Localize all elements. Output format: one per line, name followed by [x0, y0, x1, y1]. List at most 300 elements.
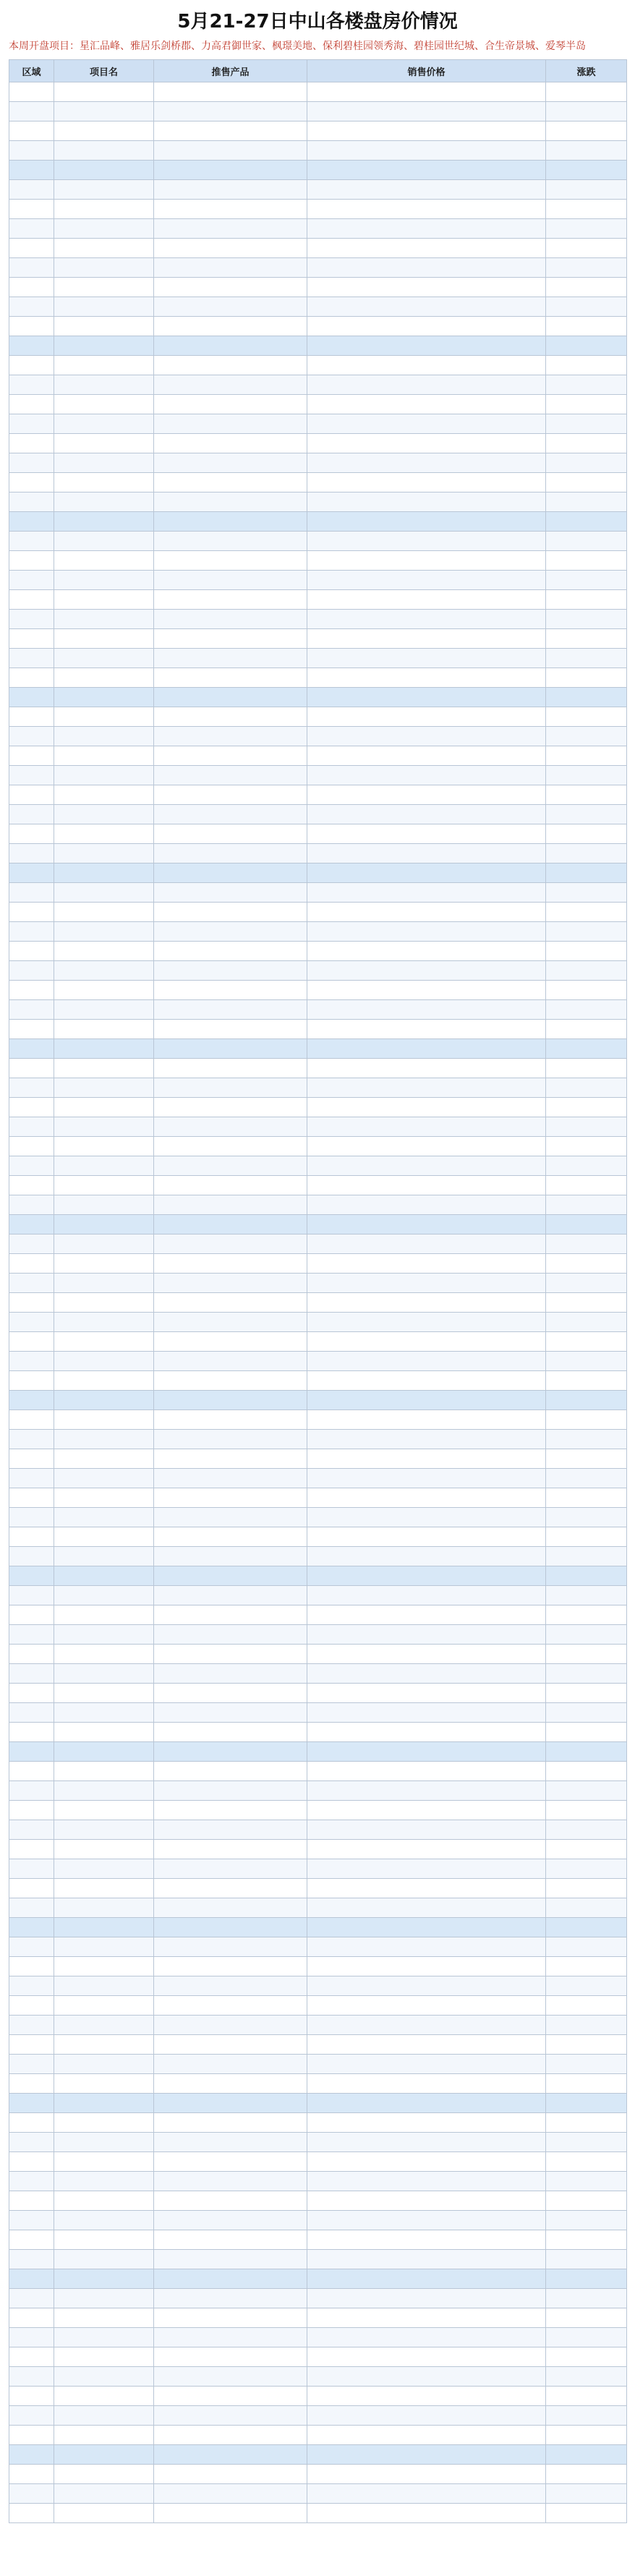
cell-change — [546, 2094, 627, 2113]
cell-price — [307, 395, 546, 414]
cell-project — [54, 1742, 154, 1762]
cell-change — [546, 844, 627, 863]
cell-change — [546, 981, 627, 1000]
cell-region — [9, 492, 54, 512]
cell-product — [154, 395, 307, 414]
cell-project — [54, 1879, 154, 1898]
cell-price — [307, 336, 546, 356]
cell-price — [307, 1566, 546, 1586]
cell-price — [307, 1078, 546, 1098]
cell-change — [546, 610, 627, 629]
cell-region — [9, 2230, 54, 2250]
cell-region — [9, 1645, 54, 1664]
cell-region — [9, 317, 54, 336]
cell-region — [9, 258, 54, 278]
cell-change — [546, 1039, 627, 1059]
cell-project — [54, 571, 154, 590]
cell-price — [307, 551, 546, 571]
cell-change — [546, 1000, 627, 1020]
cell-change — [546, 492, 627, 512]
cell-price — [307, 1332, 546, 1352]
cell-change — [546, 453, 627, 473]
header-region: 区域 — [9, 60, 54, 82]
cell-change — [546, 1313, 627, 1332]
cell-region — [9, 434, 54, 453]
cell-product — [154, 1918, 307, 1937]
cell-product — [154, 2016, 307, 2035]
table-row — [9, 2113, 627, 2133]
cell-project — [54, 1156, 154, 1176]
cell-region — [9, 1410, 54, 1430]
cell-region — [9, 1996, 54, 2016]
cell-price — [307, 141, 546, 161]
cell-product — [154, 1625, 307, 1645]
cell-change — [546, 2387, 627, 2406]
cell-product — [154, 1137, 307, 1156]
cell-project — [54, 903, 154, 922]
cell-price — [307, 278, 546, 297]
cell-project — [54, 2465, 154, 2484]
cell-price — [307, 356, 546, 375]
cell-product — [154, 2484, 307, 2504]
cell-project — [54, 2504, 154, 2523]
cell-change — [546, 1254, 627, 1274]
cell-region — [9, 1527, 54, 1547]
cell-price — [307, 2426, 546, 2445]
cell-region — [9, 532, 54, 551]
table-row — [9, 1449, 627, 1469]
table-row — [9, 1801, 627, 1820]
cell-product — [154, 590, 307, 610]
cell-price — [307, 102, 546, 121]
cell-project — [54, 1723, 154, 1742]
cell-change — [546, 1352, 627, 1371]
cell-project — [54, 1586, 154, 1605]
table-row — [9, 1215, 627, 1234]
cell-change — [546, 2328, 627, 2347]
table-row — [9, 2445, 627, 2465]
table-row — [9, 1703, 627, 1723]
cell-change — [546, 278, 627, 297]
cell-region — [9, 766, 54, 785]
cell-price — [307, 2308, 546, 2328]
cell-price — [307, 1176, 546, 1195]
cell-project — [54, 942, 154, 961]
cell-region — [9, 1137, 54, 1156]
cell-price — [307, 82, 546, 102]
cell-product — [154, 2426, 307, 2445]
cell-project — [54, 2387, 154, 2406]
cell-change — [546, 824, 627, 844]
table-row — [9, 2328, 627, 2347]
cell-product — [154, 922, 307, 942]
cell-project — [54, 961, 154, 981]
cell-project — [54, 1664, 154, 1684]
cell-product — [154, 492, 307, 512]
cell-region — [9, 278, 54, 297]
cell-region — [9, 2465, 54, 2484]
cell-project — [54, 258, 154, 278]
cell-region — [9, 746, 54, 766]
cell-project — [54, 1430, 154, 1449]
cell-price — [307, 1039, 546, 1059]
cell-project — [54, 1195, 154, 1215]
cell-region — [9, 1586, 54, 1605]
table-row — [9, 1410, 627, 1430]
cell-price — [307, 1488, 546, 1508]
cell-project — [54, 2172, 154, 2191]
table-row — [9, 981, 627, 1000]
cell-region — [9, 2308, 54, 2328]
cell-change — [546, 1176, 627, 1195]
table-row — [9, 532, 627, 551]
cell-price — [307, 1059, 546, 1078]
cell-project — [54, 239, 154, 258]
cell-project — [54, 102, 154, 121]
cell-project — [54, 1820, 154, 1840]
cell-region — [9, 2445, 54, 2465]
cell-region — [9, 1430, 54, 1449]
cell-project — [54, 219, 154, 239]
cell-price — [307, 1215, 546, 1234]
cell-price — [307, 1840, 546, 1859]
table-row — [9, 1937, 627, 1957]
table-row — [9, 2035, 627, 2055]
cell-price — [307, 824, 546, 844]
cell-price — [307, 1996, 546, 2016]
cell-region — [9, 863, 54, 883]
cell-price — [307, 492, 546, 512]
cell-region — [9, 512, 54, 532]
table-row — [9, 1918, 627, 1937]
cell-change — [546, 1059, 627, 1078]
table-row — [9, 414, 627, 434]
cell-project — [54, 2484, 154, 2504]
cell-region — [9, 1684, 54, 1703]
table-row — [9, 1625, 627, 1645]
table-row — [9, 2250, 627, 2269]
table-row — [9, 1176, 627, 1195]
cell-change — [546, 1762, 627, 1781]
cell-project — [54, 766, 154, 785]
table-row — [9, 219, 627, 239]
cell-price — [307, 2484, 546, 2504]
cell-price — [307, 766, 546, 785]
cell-price — [307, 688, 546, 707]
opening-projects-note — [9, 39, 626, 54]
cell-region — [9, 2289, 54, 2308]
cell-product — [154, 2269, 307, 2289]
cell-product — [154, 1430, 307, 1449]
cell-change — [546, 375, 627, 395]
cell-product — [154, 512, 307, 532]
cell-price — [307, 1137, 546, 1156]
cell-product — [154, 805, 307, 824]
cell-change — [546, 922, 627, 942]
cell-price — [307, 1469, 546, 1488]
cell-product — [154, 1313, 307, 1332]
cell-price — [307, 903, 546, 922]
cell-price — [307, 2367, 546, 2387]
cell-change — [546, 1078, 627, 1098]
cell-change — [546, 141, 627, 161]
cell-change — [546, 2230, 627, 2250]
cell-change — [546, 2172, 627, 2191]
cell-change — [546, 1957, 627, 1976]
table-row — [9, 1254, 627, 1274]
cell-project — [54, 1918, 154, 1937]
cell-project — [54, 2250, 154, 2269]
cell-change — [546, 785, 627, 805]
cell-region — [9, 668, 54, 688]
cell-product — [154, 2465, 307, 2484]
cell-change — [546, 1469, 627, 1488]
cell-project — [54, 512, 154, 532]
cell-change — [546, 1996, 627, 2016]
cell-project — [54, 824, 154, 844]
cell-price — [307, 1195, 546, 1215]
cell-product — [154, 746, 307, 766]
cell-product — [154, 1762, 307, 1781]
cell-project — [54, 414, 154, 434]
cell-project — [54, 1762, 154, 1781]
cell-price — [307, 1586, 546, 1605]
cell-project — [54, 863, 154, 883]
cell-region — [9, 121, 54, 141]
table-row — [9, 590, 627, 610]
cell-price — [307, 727, 546, 746]
cell-change — [546, 1645, 627, 1664]
cell-product — [154, 2250, 307, 2269]
cell-region — [9, 1020, 54, 1039]
table-row — [9, 2152, 627, 2172]
cell-region — [9, 1234, 54, 1254]
cell-change — [546, 2133, 627, 2152]
cell-project — [54, 200, 154, 219]
cell-product — [154, 610, 307, 629]
cell-region — [9, 1391, 54, 1410]
cell-price — [307, 1762, 546, 1781]
cell-region — [9, 239, 54, 258]
table-row — [9, 1586, 627, 1605]
cell-project — [54, 1957, 154, 1976]
cell-region — [9, 2172, 54, 2191]
cell-change — [546, 317, 627, 336]
cell-price — [307, 981, 546, 1000]
cell-region — [9, 785, 54, 805]
cell-product — [154, 1469, 307, 1488]
table-row — [9, 2387, 627, 2406]
table-row — [9, 649, 627, 668]
cell-product — [154, 1957, 307, 1976]
cell-region — [9, 1625, 54, 1645]
cell-product — [154, 297, 307, 317]
cell-product — [154, 1566, 307, 1586]
table-header-row — [9, 60, 627, 82]
cell-product — [154, 863, 307, 883]
cell-change — [546, 2250, 627, 2269]
table-row — [9, 785, 627, 805]
cell-price — [307, 473, 546, 492]
cell-product — [154, 317, 307, 336]
cell-product — [154, 1059, 307, 1078]
cell-change — [546, 1898, 627, 1918]
cell-region — [9, 473, 54, 492]
cell-price — [307, 1293, 546, 1313]
cell-change — [546, 1566, 627, 1586]
cell-change — [546, 1976, 627, 1996]
cell-region — [9, 571, 54, 590]
cell-region — [9, 1703, 54, 1723]
table-row — [9, 2504, 627, 2523]
cell-project — [54, 375, 154, 395]
cell-region — [9, 2133, 54, 2152]
table-row — [9, 1508, 627, 1527]
table-row — [9, 805, 627, 824]
table-row — [9, 258, 627, 278]
cell-price — [307, 649, 546, 668]
cell-region — [9, 2367, 54, 2387]
table-row — [9, 922, 627, 942]
cell-region — [9, 649, 54, 668]
table-row — [9, 453, 627, 473]
table-row — [9, 2191, 627, 2211]
cell-product — [154, 1527, 307, 1547]
table-row — [9, 727, 627, 746]
cell-project — [54, 2035, 154, 2055]
cell-project — [54, 1000, 154, 1020]
cell-change — [546, 1215, 627, 1234]
cell-region — [9, 727, 54, 746]
cell-price — [307, 844, 546, 863]
cell-price — [307, 1820, 546, 1840]
cell-project — [54, 649, 154, 668]
cell-project — [54, 883, 154, 903]
cell-change — [546, 2035, 627, 2055]
cell-project — [54, 297, 154, 317]
cell-change — [546, 395, 627, 414]
table-row — [9, 2465, 627, 2484]
cell-region — [9, 1605, 54, 1625]
cell-price — [307, 707, 546, 727]
table-row — [9, 1039, 627, 1059]
cell-change — [546, 883, 627, 903]
cell-product — [154, 1937, 307, 1957]
cell-region — [9, 1469, 54, 1488]
table-row — [9, 102, 627, 121]
cell-product — [154, 2074, 307, 2094]
cell-price — [307, 1020, 546, 1039]
cell-price — [307, 2035, 546, 2055]
cell-region — [9, 590, 54, 610]
cell-region — [9, 375, 54, 395]
cell-product — [154, 2504, 307, 2523]
table-row — [9, 844, 627, 863]
cell-region — [9, 961, 54, 981]
cell-change — [546, 1195, 627, 1215]
table-row — [9, 278, 627, 297]
cell-product — [154, 375, 307, 395]
cell-price — [307, 2289, 546, 2308]
cell-change — [546, 1430, 627, 1449]
cell-change — [546, 1332, 627, 1352]
cell-change — [546, 1410, 627, 1430]
cell-product — [154, 1664, 307, 1684]
cell-price — [307, 1625, 546, 1645]
cell-product — [154, 1645, 307, 1664]
cell-change — [546, 571, 627, 590]
table-row — [9, 1059, 627, 1078]
cell-project — [54, 1313, 154, 1332]
cell-product — [154, 785, 307, 805]
table-row — [9, 492, 627, 512]
header-price: 销售价格 — [307, 60, 546, 82]
cell-product — [154, 1508, 307, 1527]
cell-product — [154, 1371, 307, 1391]
cell-change — [546, 2074, 627, 2094]
cell-project — [54, 121, 154, 141]
table-row — [9, 1762, 627, 1781]
cell-change — [546, 2426, 627, 2445]
cell-change — [546, 2152, 627, 2172]
cell-project — [54, 1410, 154, 1430]
cell-region — [9, 1293, 54, 1313]
cell-project — [54, 1859, 154, 1879]
cell-price — [307, 2152, 546, 2172]
cell-product — [154, 1684, 307, 1703]
cell-region — [9, 2211, 54, 2230]
table-row — [9, 1664, 627, 1684]
table-row — [9, 610, 627, 629]
cell-region — [9, 219, 54, 239]
table-row — [9, 1820, 627, 1840]
cell-price — [307, 1645, 546, 1664]
cell-project — [54, 1274, 154, 1293]
table-row — [9, 2347, 627, 2367]
cell-product — [154, 414, 307, 434]
cell-project — [54, 1605, 154, 1625]
cell-product — [154, 2035, 307, 2055]
cell-product — [154, 883, 307, 903]
cell-project — [54, 668, 154, 688]
cell-change — [546, 2269, 627, 2289]
cell-project — [54, 707, 154, 727]
cell-change — [546, 1234, 627, 1254]
table-row — [9, 2426, 627, 2445]
cell-region — [9, 1976, 54, 1996]
cell-change — [546, 512, 627, 532]
header-product: 推售产品 — [154, 60, 307, 82]
cell-product — [154, 532, 307, 551]
cell-product — [154, 1234, 307, 1254]
cell-price — [307, 1547, 546, 1566]
cell-change — [546, 1020, 627, 1039]
cell-price — [307, 1313, 546, 1332]
cell-change — [546, 2445, 627, 2465]
cell-price — [307, 1234, 546, 1254]
cell-change — [546, 1820, 627, 1840]
table-row — [9, 2269, 627, 2289]
cell-region — [9, 1274, 54, 1293]
table-row — [9, 1371, 627, 1391]
cell-change — [546, 180, 627, 200]
cell-change — [546, 336, 627, 356]
cell-price — [307, 1508, 546, 1527]
cell-product — [154, 1976, 307, 1996]
cell-region — [9, 2055, 54, 2074]
cell-price — [307, 1527, 546, 1547]
cell-project — [54, 2230, 154, 2250]
